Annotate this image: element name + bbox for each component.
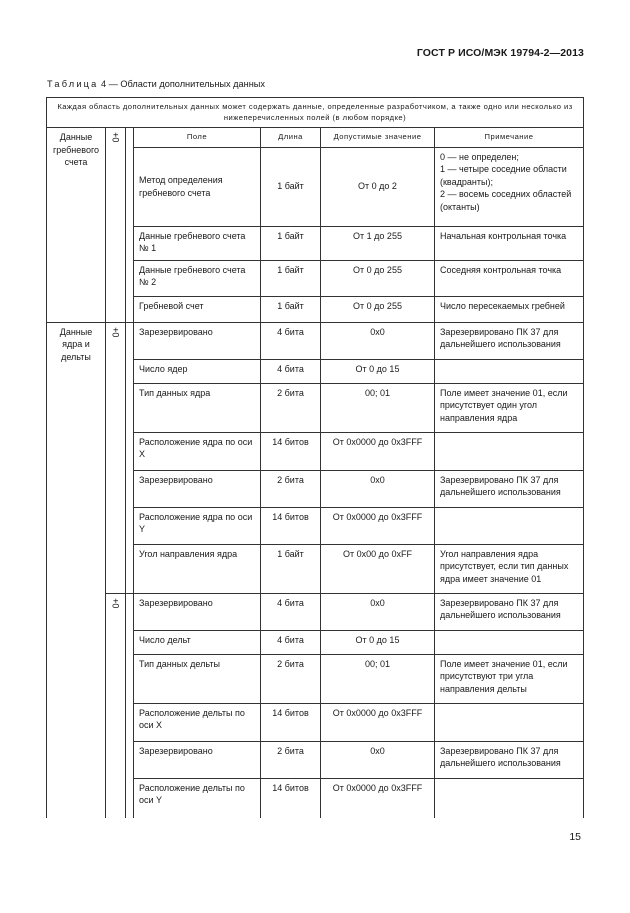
core-values: 00; 01	[321, 383, 435, 432]
core-field: Тип данных ядра	[134, 383, 261, 432]
core-field: Зарезервировано	[134, 470, 261, 507]
core-values: 0x0	[321, 322, 435, 359]
delta-values: От 0x0000 до 0x3FFF	[321, 778, 435, 818]
delta-length: 4 бита	[261, 593, 321, 630]
page-number: 15	[569, 831, 581, 843]
core-values: 0x0	[321, 470, 435, 507]
core-note: Поле имеет значение 01, если присутствует один угол направления ядра	[435, 383, 584, 432]
ridge-field: Гребневой счет	[134, 296, 261, 322]
delta-repeat-cell	[106, 593, 126, 818]
delta-values: 0x0	[321, 593, 435, 630]
delta-field: Зарезервировано	[134, 741, 261, 778]
delta-row	[47, 593, 584, 630]
core-length: 1 байт	[261, 544, 321, 593]
delta-field: Расположение дельты по оси Y	[134, 778, 261, 818]
delta-field: Зарезервировано	[134, 593, 261, 630]
nest-indent-cell	[126, 128, 134, 323]
core-note	[435, 507, 584, 544]
core-field: Угол направления ядра	[134, 544, 261, 593]
core-note	[435, 359, 584, 383]
ridge-group-label: Данные гребневого счета	[47, 128, 106, 323]
core-field: Зарезервировано	[134, 322, 261, 359]
delta-nest-indent-cell	[126, 593, 134, 818]
delta-length: 2 бита	[261, 741, 321, 778]
ridge-repeat-count: 0+	[110, 132, 121, 143]
ridge-values: От 0 до 255	[321, 296, 435, 322]
delta-note	[435, 778, 584, 818]
header-length: Длина	[261, 128, 321, 148]
core-length: 2 бита	[261, 470, 321, 507]
delta-values: 00; 01	[321, 654, 435, 703]
ridge-values: От 0 до 255	[321, 260, 435, 296]
delta-note: Зарезервировано ПК 37 для дальнейшего использования	[435, 741, 584, 778]
ridge-repeat-cell	[106, 128, 126, 323]
table-caption-title: 4 — Области дополнительных данных	[98, 79, 265, 89]
delta-field: Число дельт	[134, 630, 261, 654]
header-values: Допустимые значение	[321, 128, 435, 148]
ridge-values: От 1 до 255	[321, 226, 435, 260]
ridge-field: Данные гребневого счета № 2	[134, 260, 261, 296]
header-note: Примечание	[435, 128, 584, 148]
ridge-length: 1 байт	[261, 260, 321, 296]
table-caption	[47, 79, 265, 89]
ridge-note: Соседняя контрольная точка	[435, 260, 584, 296]
delta-length: 14 битов	[261, 778, 321, 818]
delta-values: От 0 до 15	[321, 630, 435, 654]
ridge-note: Начальная контрольная точка	[435, 226, 584, 260]
delta-field: Тип данных дельты	[134, 654, 261, 703]
ridge-note: Число пересекаемых гребней	[435, 296, 584, 322]
ridge-values: От 0 до 2	[321, 147, 435, 226]
core-note: Зарезервировано ПК 37 для дальнейшего использования	[435, 322, 584, 359]
core-length: 14 битов	[261, 432, 321, 470]
core-repeat-count: 0+	[110, 326, 121, 338]
document-code: ГОСТ Р ИСО/МЭК 19794-2—2013	[416, 47, 584, 59]
core-field: Число ядер	[134, 359, 261, 383]
column-header-row	[47, 128, 584, 148]
delta-note: Зарезервировано ПК 37 для дальнейшего использования	[435, 593, 584, 630]
core-delta-group-label: Данные ядра и дельты	[47, 322, 106, 818]
additional-data-table	[46, 97, 584, 818]
core-length: 4 бита	[261, 359, 321, 383]
core-values: От 0x0000 до 0x3FFF	[321, 507, 435, 544]
core-note: Угол направления ядра присутствует, если тип данных ядра имеет значение 01	[435, 544, 584, 593]
core-length: 14 битов	[261, 507, 321, 544]
delta-field: Расположение дельты по оси X	[134, 703, 261, 741]
ridge-field: Данные гребневого счета № 1	[134, 226, 261, 260]
delta-length: 2 бита	[261, 654, 321, 703]
core-nest-indent-cell	[126, 322, 134, 593]
ridge-field: Метод определения гребневого счета	[134, 147, 261, 226]
ridge-note: 0 — не определен; 1 — четыре соседние области (квадранты); 2 — восемь соседних областей (октанты)	[435, 147, 584, 226]
delta-values: 0x0	[321, 741, 435, 778]
core-length: 2 бита	[261, 383, 321, 432]
delta-note: Поле имеет значение 01, если присутствуют три угла направления дельты	[435, 654, 584, 703]
core-note	[435, 432, 584, 470]
header-field: Поле	[134, 128, 261, 148]
core-field: Расположение ядра по оси X	[134, 432, 261, 470]
intro-text: Каждая область дополнительных данных может содержать данные, определенные разработчиком, а также одно или несколько из нижеперечисленных полей (в любом порядке)	[47, 98, 584, 128]
core-length: 4 бита	[261, 322, 321, 359]
table-body	[47, 98, 584, 819]
ridge-length: 1 байт	[261, 147, 321, 226]
core-row	[47, 322, 584, 359]
core-values: От 0x0000 до 0x3FFF	[321, 432, 435, 470]
delta-length: 4 бита	[261, 630, 321, 654]
core-values: От 0x00 до 0xFF	[321, 544, 435, 593]
core-note: Зарезервировано ПК 37 для дальнейшего использования	[435, 470, 584, 507]
delta-note	[435, 630, 584, 654]
delta-length: 14 битов	[261, 703, 321, 741]
core-repeat-cell	[106, 322, 126, 593]
ridge-length: 1 байт	[261, 226, 321, 260]
delta-note	[435, 703, 584, 741]
delta-values: От 0x0000 до 0x3FFF	[321, 703, 435, 741]
delta-repeat-count: 0+	[110, 597, 121, 609]
core-field: Расположение ядра по оси Y	[134, 507, 261, 544]
table-caption-label: Таблица	[47, 79, 99, 89]
core-values: От 0 до 15	[321, 359, 435, 383]
ridge-length: 1 байт	[261, 296, 321, 322]
intro-row	[47, 98, 584, 128]
